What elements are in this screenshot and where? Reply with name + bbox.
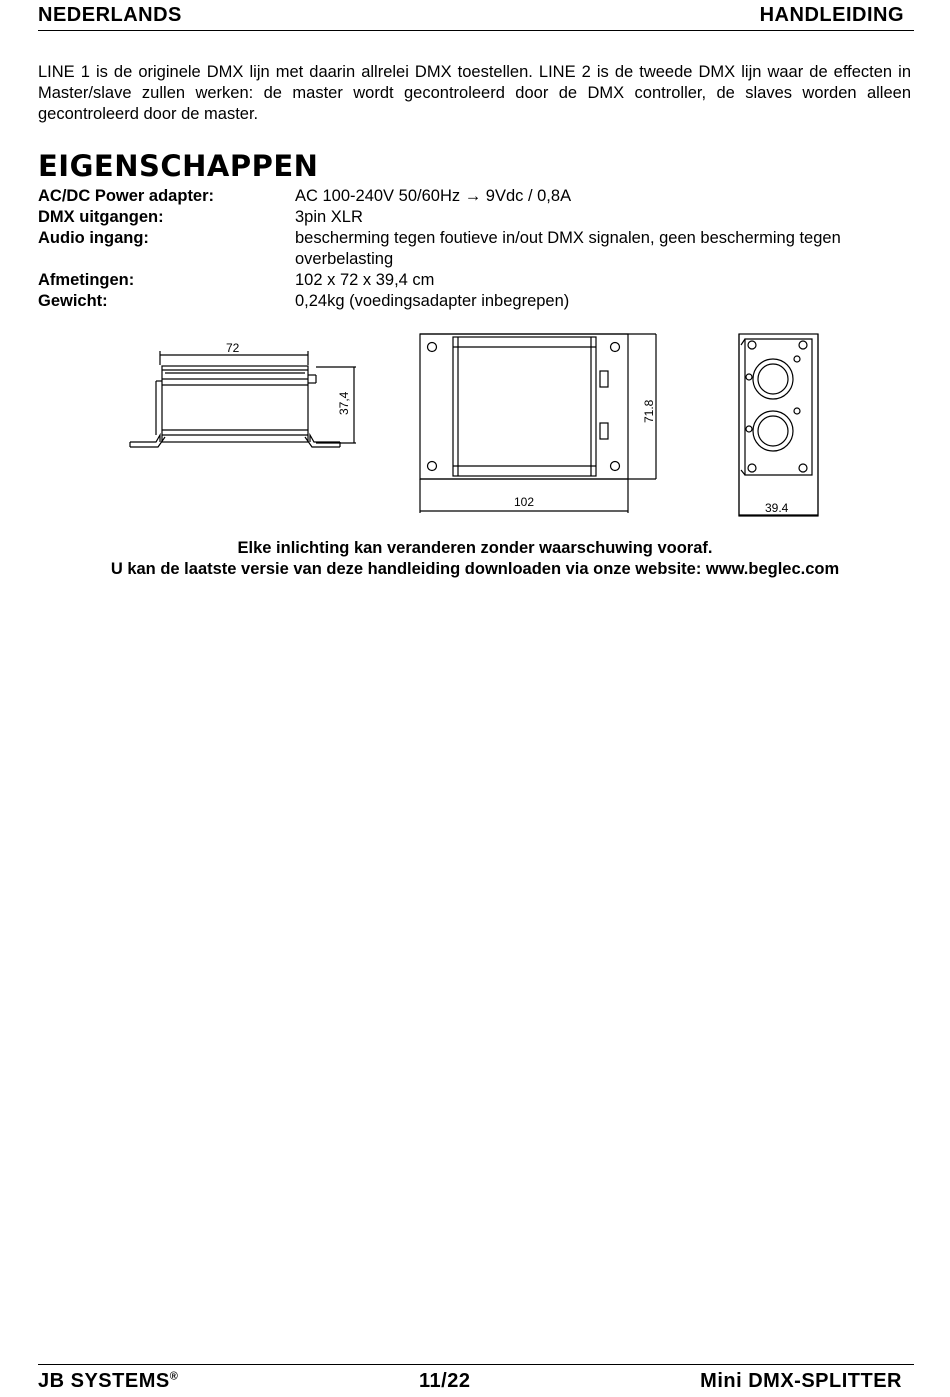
side-view-drawing bbox=[130, 341, 356, 447]
spec-value: 102 x 72 x 39,4 cm bbox=[295, 271, 435, 289]
spec-label: Audio ingang: bbox=[38, 229, 149, 247]
page-footer bbox=[38, 1364, 914, 1395]
spec-row bbox=[38, 291, 914, 312]
spec-label: Afmetingen: bbox=[38, 271, 135, 289]
spec-label: DMX uitgangen: bbox=[38, 208, 164, 226]
section-title: EIGENSCHAPPEN bbox=[38, 149, 319, 183]
note-line: Elke inlichting kan veranderen zonder waarschuwing vooraf. bbox=[237, 539, 713, 557]
page-header bbox=[38, 2, 914, 31]
registered-mark: ® bbox=[169, 1370, 179, 1383]
footer-brand-block bbox=[38, 1370, 178, 1393]
dimension-drawings bbox=[0, 325, 950, 525]
side-width-label: 72 bbox=[226, 341, 240, 355]
specs-table bbox=[38, 186, 914, 312]
spec-label: AC/DC Power adapter: bbox=[38, 187, 215, 205]
top-width-label: 102 bbox=[514, 495, 535, 509]
spec-label: Gewicht: bbox=[38, 292, 108, 310]
notes-block bbox=[0, 538, 950, 580]
header-language: NEDERLANDS bbox=[38, 4, 182, 26]
spec-row bbox=[38, 186, 914, 207]
footer-brand: JB SYSTEMS bbox=[38, 1370, 170, 1392]
side-height-label: 37,4 bbox=[337, 391, 351, 415]
front-view-drawing bbox=[739, 334, 818, 516]
intro-paragraph: LINE 1 is de originele DMX lijn met daarin allrelei DMX toestellen. LINE 2 is de tweede DMX lijn waar de effecten in Master/slave zullen werken: de master wordt gecontroleerd door de DMX controller, de slaves worden alleen gecontroleerd door de master. bbox=[38, 63, 911, 123]
spec-row bbox=[38, 207, 914, 228]
spec-value: 0,24kg (voedingsadapter inbegrepen) bbox=[295, 292, 570, 310]
spec-value: AC 100-240V 50/60Hz → 9Vdc / 0,8A bbox=[295, 187, 572, 205]
header-doc-type: HANDLEIDING bbox=[759, 4, 904, 26]
footer-page-number: 11/22 bbox=[419, 1370, 471, 1392]
spec-value: bescherming tegen foutieve in/out DMX signalen, geen bescherming tegen overbelasting bbox=[295, 229, 841, 268]
top-view-drawing bbox=[420, 334, 656, 513]
note-line: U kan de laatste versie van deze handleiding downloaden via onze website: www.beglec.com bbox=[110, 560, 840, 578]
spec-row bbox=[38, 228, 914, 270]
spec-row bbox=[38, 270, 914, 291]
spec-value: 3pin XLR bbox=[295, 208, 363, 226]
top-depth-label: 71.8 bbox=[642, 399, 656, 423]
footer-product: Mini DMX-SPLITTER bbox=[700, 1370, 902, 1392]
front-width-label: 39.4 bbox=[765, 501, 789, 515]
